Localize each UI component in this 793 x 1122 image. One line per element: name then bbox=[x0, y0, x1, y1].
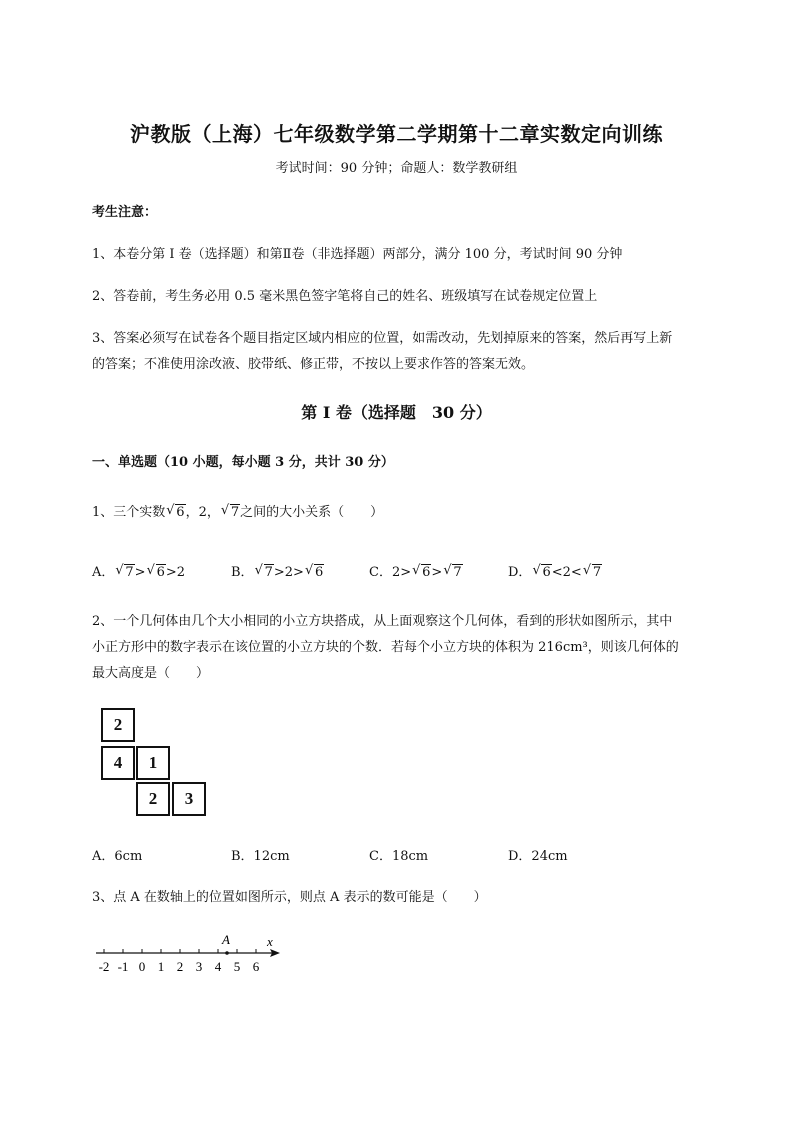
notice-heading: 考生注意： bbox=[92, 205, 158, 220]
axis-tick-label: -1 bbox=[117, 959, 129, 974]
q1-mid: ，2， bbox=[185, 505, 220, 520]
notice-item-2: 2、答卷前，考生务必用 0.5 毫米黑色签字笔将自己的姓名、班级填写在试卷规定位置上 bbox=[92, 289, 598, 304]
axis-tick-label: 5 bbox=[233, 959, 241, 974]
axis-tick-label: 1 bbox=[157, 959, 165, 974]
grid-cell: 4 bbox=[101, 746, 135, 780]
q2-option-b: B．12cm bbox=[231, 849, 290, 864]
axis-tick-label: 2 bbox=[176, 959, 184, 974]
grid-cell: 2 bbox=[136, 782, 170, 816]
q2-line-3: 最大高度是（ ） bbox=[92, 666, 210, 681]
q2-line-1: 2、一个几何体由几个大小相同的小立方块搭成，从上面观察这个几何体，看到的形状如图所示，其中 bbox=[92, 614, 673, 629]
section-title: 第 I 卷（选择题 30 分） bbox=[301, 403, 492, 422]
grid-cell: 2 bbox=[101, 708, 135, 742]
question-1 bbox=[92, 501, 383, 520]
q2-option-d: D．24cm bbox=[508, 849, 568, 864]
q1-suffix: 之间的大小关系（ ） bbox=[240, 505, 384, 520]
axis-x-label: x bbox=[267, 934, 273, 949]
part-heading: 一、单选题（10 小题，每小题 3 分，共计 30 分） bbox=[92, 455, 394, 470]
q1-option-b: B．√ 7>2>√ 6 bbox=[231, 561, 324, 580]
q2-option-a: A．6cm bbox=[92, 849, 143, 864]
q1-prefix: 1、三个实数 bbox=[92, 505, 166, 520]
notice-item-3-cont: 的答案；不准使用涂改液、胶带纸、修正带，不按以上要求作答的答案无效。 bbox=[92, 357, 535, 372]
point-a bbox=[225, 951, 229, 955]
q1-option-d: D．√ 6<2<√ 7 bbox=[508, 561, 602, 580]
sqrt-7: √ 7 bbox=[221, 505, 240, 520]
q2-option-c: C．18cm bbox=[369, 849, 429, 864]
grid-cell: 3 bbox=[172, 782, 206, 816]
number-line bbox=[90, 930, 290, 980]
point-a-label: A bbox=[222, 932, 230, 947]
exam-info: 考试时间：90 分钟；命题人：数学教研组 bbox=[275, 161, 518, 176]
axis-tick-label: -2 bbox=[98, 959, 110, 974]
page-title: 沪教版（上海）七年级数学第二学期第十二章实数定向训练 bbox=[130, 122, 663, 146]
grid-cell: 1 bbox=[136, 746, 170, 780]
axis-tick-label: 3 bbox=[195, 959, 203, 974]
q2-line-2: 小正方形中的数字表示在该位置的小立方块的个数．若每个小立方块的体积为 216cm³，则该几何体的 bbox=[92, 640, 679, 655]
q1-option-c: C．2>√ 6>√ 7 bbox=[369, 561, 463, 580]
axis-tick-label: 6 bbox=[252, 959, 260, 974]
q3-line-1: 3、点 A 在数轴上的位置如图所示，则点 A 表示的数可能是（ ） bbox=[92, 890, 487, 905]
notice-item-1: 1、本卷分第 I 卷（选择题）和第Ⅱ卷（非选择题）两部分，满分 100 分，考试时间 90 分钟 bbox=[92, 247, 623, 262]
notice-item-3: 3、答案必须写在试卷各个题目指定区域内相应的位置，如需改动，先划掉原来的答案，然后再写上新 bbox=[92, 331, 673, 346]
axis-tick-label: 0 bbox=[138, 959, 146, 974]
axis-tick-label: 4 bbox=[214, 959, 222, 974]
sqrt-6: √ 6 bbox=[166, 505, 185, 520]
q1-option-a: A．√ 7>√ 6>2 bbox=[92, 561, 185, 580]
